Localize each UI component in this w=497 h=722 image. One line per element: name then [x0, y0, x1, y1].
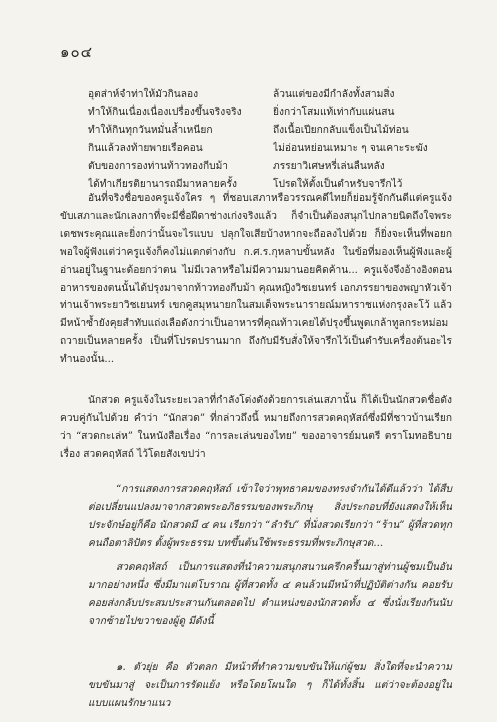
page-number: ๑๐๔: [60, 43, 94, 61]
poem-verse-right: ไม่อ่อนหย่อนเหมาะ ๆ จนเคาะระฆัง: [273, 143, 428, 154]
poem-verse-right: ล้วนแต่ของมีกำลังทั้งสามสิ่ง: [273, 89, 395, 100]
poem-verse-right: โปรดให้ตั้งเป็นตำหรับจารึกไว้: [273, 179, 403, 190]
poem-verse-left: กินแล้วลงท้ายพายเรือคอน: [88, 143, 203, 154]
poem-line: [88, 104, 448, 122]
poem-verse-right: ภรรยาวิเศษหรี่เล่นลืนหลัง: [273, 161, 385, 172]
poem-line: [88, 86, 448, 104]
quote-kharuhat-description: สวดคฤหัสถ์ เป็นการแสดงที่นำความสนุกสนานครึกครื้นมาสู่ท่านผู้ชมเป็นอันมากอย่างหนึ่ง ซึ่งมีมาแต่โบราณ ผู้ที่สวดทั้ง ๔ คนล้วนมีหน้าที่ปฏิบัติต่างกัน คอยรับคอยส่งกลับประสมประสานกันตลอดไป ตำแหน่งของนักสวดทั้ง ๔ ซึ่งนั่งเรียงกันนับจากซ้ายไปขวาของผู้ดู มีดังนี้: [88, 562, 452, 627]
poem-line: [88, 140, 448, 158]
poem-block: [88, 86, 448, 194]
poem-verse-left: ตับของการองท่านท้าวทองกีบม้า: [88, 161, 229, 172]
poem-line: [88, 158, 448, 176]
poem-verse-right: ถึงเนื้อเปียกกลับแข็งเป็นไม้ท่อน: [273, 125, 409, 136]
poem-verse-right: ยิ่งกว่าโสมแท้เท่ากับแผ่นสน: [273, 107, 395, 118]
poem-line: [88, 122, 448, 140]
paragraph-naksuat: นักสวด ครูแจ้งในระยะเวลาที่กำลังโด่งดังด้วยการเล่นเสภานั้น ก็ได้เป็นนักสวดชื่อดังควบคู่กันไปด้วย คำว่า “นักสวด” ที่กล่าวถึงนี้ หมายถึงการสวดคฤหัสถ์ซึ่งมีที่ชาวบ้านเรียกว่า “สวดกะเล่ห” ในหนังสือเรื่อง “การละเล่นของไทย” ของอาจารย์มนตรี ตราโมทอธิบาย เรื่อง สวดคฤหัสถ์ ไว้โดยสังเขปว่า: [60, 395, 452, 460]
poem-verse-left: ทำให้กินทุกวันหมั่นล้ำเหนียก: [88, 125, 213, 136]
quote-kharuhat-history: “การแสดงการสวดคฤหัสถ์ เข้าใจว่าพุทธาคมของทรงจำกันได้ดีแล้วว่า ได้สืบต่อเปลี่ยนแปลงมาจากสวดพระอภิธรรมของพระภิกษุ สิ่งประกอบที่ยังแสดงให้เห็นประจักษ์อยู่ก็คือ นักสวดมี ๔ คน เรียกว่า “ลำรับ” ที่นั่งสวดเรียกว่า “ร้าน” ผู้ที่สวดทุกคนถือตาลิปัตร ตั้งผู้พระธรรม บทขึ้นต้นใช้พระธรรมที่พระภิกษุสวด...: [88, 484, 452, 549]
paragraph-krujaeng: อันที่จริงชื่อของครูแจ้งใคร ๆ ที่ชอบเสภาหรือวรรณคดีไทยก็ย่อมรู้จักกันดีแต่ครูแจ้งขับเสภาและนักเลงกาที่จะมีชื่อฝีดาช่างเก่งจริงแล้ว ก็จำเป็นต้องสนุกไปกลายนิดถึงใจพระเดชพระคุณและยิ่งกว่านั้นจะไรแบบ ปลุกใจเสียบ้างหากจะถือลงไปด้วย ก็ยิ่งจะเห็นที่พอยกพอใจผู้ฟังแต่ว่าครูแจ้งก็คงไม่แตกต่างกับ ก.ศ.ร.กุหลาบขั้นหลัง ในข้อที่มองเห็นผู้ฟังและผู้อ่านอยู่ในฐานะด้อยกว่าตน ไม่มีเวลาหรือไม่มีความมานอยคิดค้าน... ครูแจ้งจึงอ้างอิงตอนอาหารของตนนั้นได้ปรุงมาจากท้าวทองกีบม้า คุณหญิงวิชเยนทร์ เอกภรรยาของพญาหัวเจ้าท่านเจ้าพระยาวิชเยนทร์ เขกคูสมุหนายกในสมเด็จพระนารายณ์มหาราชแห่งกรุงละโว้ แล้วมีหน้าซ้ำยังคุยสำทับแถ่งเลือดังกว่าเป็นอาหารที่คุณท้าวเคยได้ปรุงขึ้นพูดเกล้าทูลกระหม่อมถวายเป็นหลายครั้ง เป็นที่โปรดปรานมาก ถึงกับมีรับสั่งให้จารึกไว้เป็นตำรับเครื่องต้นอะไรทำนองนั้น...: [60, 193, 452, 366]
poem-verse-left: ได้ทำเกียรติยานารถมีมาหลายครั้ง: [88, 179, 237, 190]
quote-kharuhat-roles: ๑. ตัวยุ่ย คือ ตัวตลก มีหน้าที่ทำความขบขันให้แก่ผู้ชม สิ่งใดที่จะนำความขบขันมาสู่ จะเป็นการรัดแย้ง หรือโดยโผนใด ๆ ก็ได้ทั้งสิ้น แต่ว่าจะต้องอยู่ในแบบแผนรักษาแนว: [88, 662, 452, 709]
poem-verse-left: ทำให้กินเนื่องเนื่องเปรื่องขึ้นจริงจริง: [88, 107, 242, 118]
poem-verse-left: อุตส่าห์จำท่าให้มัวกินลอง: [88, 89, 199, 100]
